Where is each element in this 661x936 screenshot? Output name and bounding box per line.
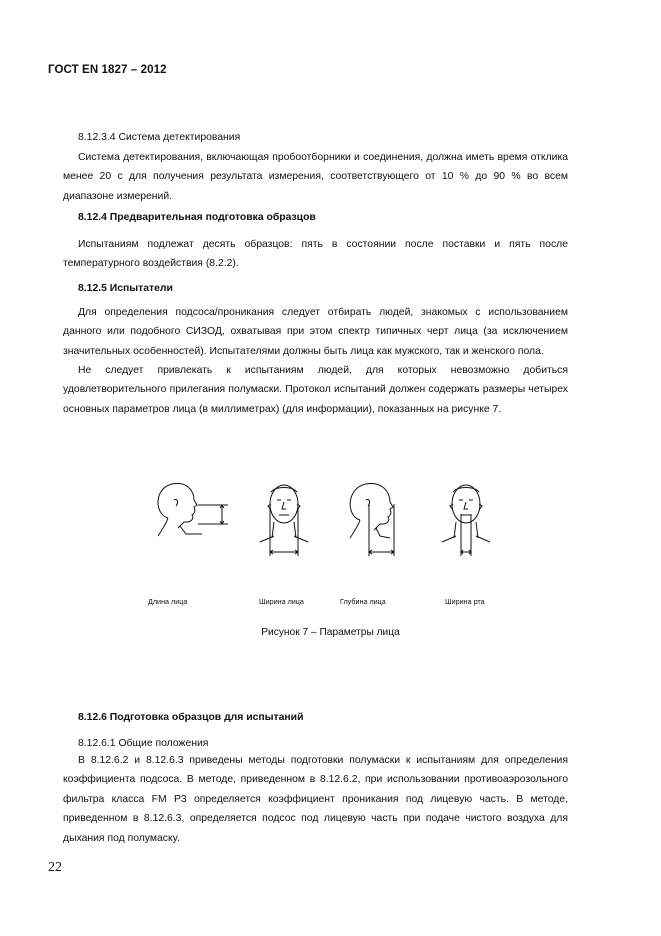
section-8-12-5-text-2: Не следует привлекать к испытаниям людей, для которых невозможно добиться удовлетворительного прилегания полумаски. Протокол испытаний должен содержать размеры четырех основных параметров лица (в миллиметрах) (для информации), показанных на рисунке 7. <box>63 365 568 415</box>
figure-label-face-width: Ширина лица <box>259 597 304 606</box>
section-8-12-5-text-1: Для определения подсоса/проникания следует отбирать людей, знакомых с использованием данного или подобного СИЗОД, охватывая при этом спектр типичных черт лица (за исключением значительных особенностей). Испытателями должны быть лица как мужского, так и женского пола. <box>63 307 568 357</box>
figure-caption: Рисунок 7 – Параметры лица <box>261 627 400 638</box>
section-8-12-3-4-text: Система детектирования, включающая пробоотборники и соединения, должна иметь время отклика менее 20 с для получения результата измерения, соответствующего от 10 % до 90 % во всем диапазоне измерений. <box>63 152 568 202</box>
face-parameters-figure <box>150 478 510 568</box>
section-8-12-4-title: 8.12.4 Предварительная подготовка образцов <box>78 212 316 223</box>
section-8-12-5-title: 8.12.5 Испытатели <box>78 283 173 294</box>
section-8-12-4-text: Испытаниям подлежат десять образцов: пять в состоянии после поставки и пять после температурного воздействия (8.2.2). <box>63 239 568 270</box>
section-8-12-6-1-title: 8.12.6.1 Общие положения <box>78 738 209 749</box>
mouth-width-drawing <box>442 485 490 556</box>
section-8-12-3-4-title: 8.12.3.4 Система детектирования <box>78 132 241 143</box>
face-depth-drawing <box>350 483 394 556</box>
figure-label-mouth-width: Ширина рта <box>445 597 485 606</box>
page-number: 22 <box>48 860 62 875</box>
face-length-drawing <box>158 483 228 536</box>
document-header: ГОСТ EN 1827 – 2012 <box>48 64 167 76</box>
face-width-drawing <box>260 485 308 556</box>
figure-label-face-depth: Глубина лица <box>340 597 386 606</box>
section-8-12-6-text: В 8.12.6.2 и 8.12.6.3 приведены методы подготовки полумаски к испытаниям для определения коэффициента подсоса. В методе, приведенном в 8.12.6.2, при использовании противоаэрозольного фильтра класса FM P3 определяется коэффициент проникания под лицевую часть. В методе, приведенном в 8.12.6.3, определяется подсос под лицевую часть при подаче чистого воздуха для дыхания под полумаску. <box>63 755 568 844</box>
section-8-12-6-title: 8.12.6 Подготовка образцов для испытаний <box>78 712 304 723</box>
figure-label-face-length: Длина лица <box>148 597 188 606</box>
